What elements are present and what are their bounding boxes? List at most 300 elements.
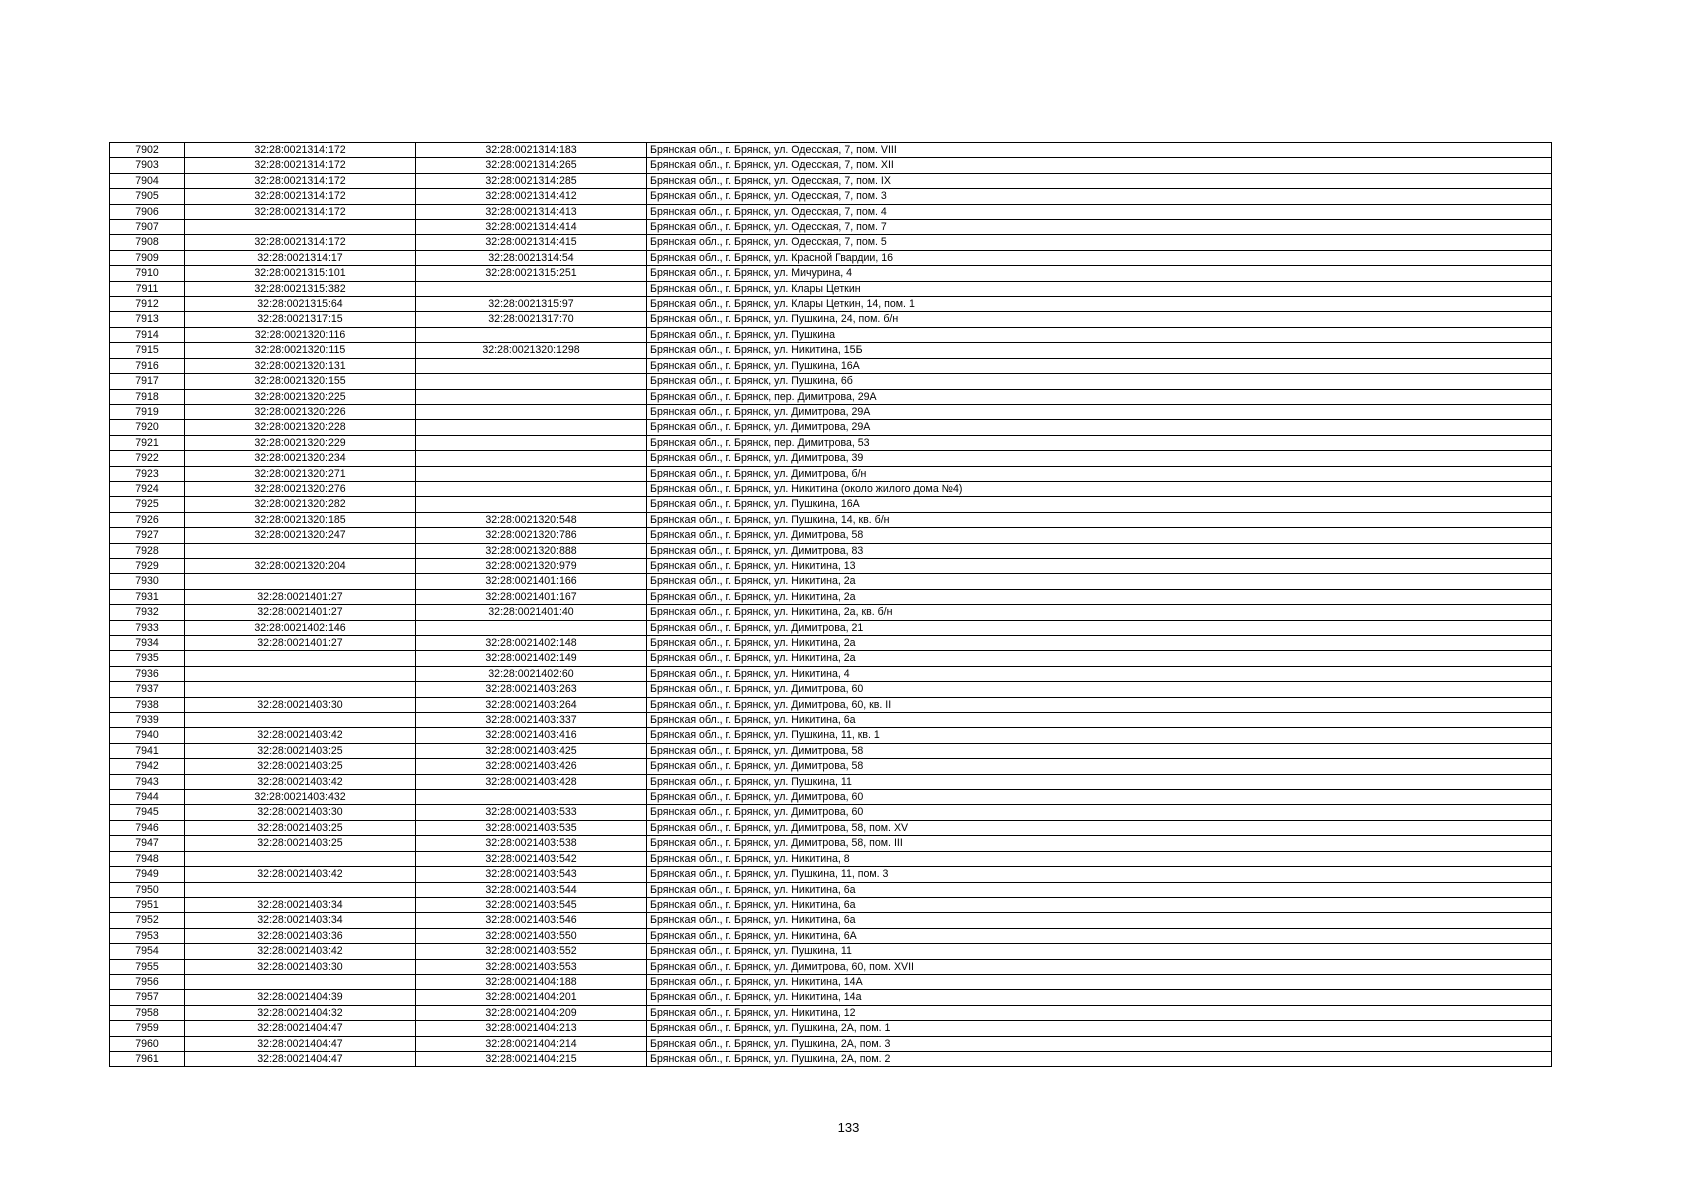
address-cell: Брянская обл., г. Брянск, ул. Одесская, 7, пом. IX — [647, 173, 1552, 188]
row-number-cell: 7934 — [110, 636, 185, 651]
address-cell: Брянская обл., г. Брянск, пер. Димитрова, 29А — [647, 389, 1552, 404]
address-cell: Брянская обл., г. Брянск, ул. Никитина, 13 — [647, 558, 1552, 573]
address-cell: Брянская обл., г. Брянск, ул. Никитина, 6а — [647, 882, 1552, 897]
table-row — [110, 481, 1552, 496]
row-number-cell: 7919 — [110, 404, 185, 419]
address-cell: Брянская обл., г. Брянск, ул. Никитина, 6а — [647, 897, 1552, 912]
object-number-cell: 32:28:0021401:167 — [416, 589, 647, 604]
object-number-cell: 32:28:0021403:545 — [416, 897, 647, 912]
address-cell: Брянская обл., г. Брянск, пер. Димитрова, 53 — [647, 435, 1552, 450]
parcel-number-cell: 32:28:0021320:185 — [185, 512, 416, 527]
address-cell: Брянская обл., г. Брянск, ул. Одесская, 7, пом. 3 — [647, 189, 1552, 204]
address-cell: Брянская обл., г. Брянск, ул. Пушкина, 11, кв. 1 — [647, 728, 1552, 743]
address-cell: Брянская обл., г. Брянск, ул. Никитина, 2а — [647, 589, 1552, 604]
address-cell: Брянская обл., г. Брянск, ул. Димитрова, 58 — [647, 759, 1552, 774]
object-number-cell — [416, 497, 647, 512]
row-number-cell: 7944 — [110, 790, 185, 805]
table-row — [110, 327, 1552, 342]
object-number-cell: 32:28:0021404:215 — [416, 1051, 647, 1066]
row-number-cell: 7902 — [110, 143, 185, 158]
object-number-cell: 32:28:0021314:415 — [416, 235, 647, 250]
table-row — [110, 297, 1552, 312]
address-cell: Брянская обл., г. Брянск, ул. Пушкина, 11 — [647, 774, 1552, 789]
table-row — [110, 204, 1552, 219]
parcel-number-cell: 32:28:0021320:276 — [185, 481, 416, 496]
parcel-number-cell: 32:28:0021320:228 — [185, 420, 416, 435]
parcel-number-cell: 32:28:0021320:229 — [185, 435, 416, 450]
table-row — [110, 574, 1552, 589]
address-cell: Брянская обл., г. Брянск, ул. Димитрова, 60, кв. II — [647, 697, 1552, 712]
object-number-cell: 32:28:0021403:546 — [416, 913, 647, 928]
row-number-cell: 7903 — [110, 158, 185, 173]
table-row — [110, 250, 1552, 265]
parcel-number-cell: 32:28:0021401:27 — [185, 589, 416, 604]
table-row — [110, 266, 1552, 281]
parcel-number-cell: 32:28:0021320:131 — [185, 358, 416, 373]
row-number-cell: 7960 — [110, 1036, 185, 1051]
table-row — [110, 728, 1552, 743]
address-cell: Брянская обл., г. Брянск, ул. Пушкина, 16А — [647, 358, 1552, 373]
object-number-cell — [416, 451, 647, 466]
parcel-number-cell: 32:28:0021403:25 — [185, 820, 416, 835]
row-number-cell: 7912 — [110, 297, 185, 312]
row-number-cell: 7956 — [110, 974, 185, 989]
table-row — [110, 697, 1552, 712]
table-row — [110, 820, 1552, 835]
object-number-cell: 32:28:0021402:148 — [416, 636, 647, 651]
object-number-cell: 32:28:0021404:213 — [416, 1021, 647, 1036]
table-row — [110, 636, 1552, 651]
object-number-cell: 32:28:0021404:214 — [416, 1036, 647, 1051]
table-body — [110, 143, 1552, 1067]
address-cell: Брянская обл., г. Брянск, ул. Никитина, 14А — [647, 974, 1552, 989]
object-number-cell: 32:28:0021403:544 — [416, 882, 647, 897]
parcel-number-cell: 32:28:0021320:155 — [185, 374, 416, 389]
address-cell: Брянская обл., г. Брянск, ул. Красной Гвардии, 16 — [647, 250, 1552, 265]
address-cell: Брянская обл., г. Брянск, ул. Пушкина, 24, пом. б/н — [647, 312, 1552, 327]
address-cell: Брянская обл., г. Брянск, ул. Димитрова, 29А — [647, 404, 1552, 419]
object-number-cell: 32:28:0021320:1298 — [416, 343, 647, 358]
row-number-cell: 7926 — [110, 512, 185, 527]
parcel-number-cell — [185, 574, 416, 589]
row-number-cell: 7961 — [110, 1051, 185, 1066]
address-cell: Брянская обл., г. Брянск, ул. Димитрова, 83 — [647, 543, 1552, 558]
table-row — [110, 281, 1552, 296]
parcel-number-cell: 32:28:0021403:34 — [185, 913, 416, 928]
table-row — [110, 173, 1552, 188]
registry-table — [109, 142, 1552, 1067]
row-number-cell: 7905 — [110, 189, 185, 204]
table-row — [110, 158, 1552, 173]
table-row — [110, 851, 1552, 866]
parcel-number-cell — [185, 882, 416, 897]
parcel-number-cell: 32:28:0021320:226 — [185, 404, 416, 419]
table-row — [110, 743, 1552, 758]
address-cell: Брянская обл., г. Брянск, ул. Одесская, 7, пом. XII — [647, 158, 1552, 173]
table-row — [110, 512, 1552, 527]
parcel-number-cell: 32:28:0021403:432 — [185, 790, 416, 805]
object-number-cell — [416, 466, 647, 481]
address-cell: Брянская обл., г. Брянск, ул. Никитина, 2а — [647, 574, 1552, 589]
object-number-cell: 32:28:0021320:888 — [416, 543, 647, 558]
row-number-cell: 7943 — [110, 774, 185, 789]
address-cell: Брянская обл., г. Брянск, ул. Пушкина, 11, пом. 3 — [647, 867, 1552, 882]
address-cell: Брянская обл., г. Брянск, ул. Пушкина, 2А, пом. 2 — [647, 1051, 1552, 1066]
object-number-cell: 32:28:0021403:337 — [416, 713, 647, 728]
parcel-number-cell — [185, 666, 416, 681]
address-cell: Брянская обл., г. Брянск, ул. Димитрова, 60 — [647, 682, 1552, 697]
object-number-cell: 32:28:0021314:412 — [416, 189, 647, 204]
address-cell: Брянская обл., г. Брянск, ул. Димитрова, 60 — [647, 790, 1552, 805]
parcel-number-cell: 32:28:0021315:382 — [185, 281, 416, 296]
row-number-cell: 7925 — [110, 497, 185, 512]
object-number-cell — [416, 358, 647, 373]
row-number-cell: 7950 — [110, 882, 185, 897]
table-row — [110, 497, 1552, 512]
row-number-cell: 7937 — [110, 682, 185, 697]
parcel-number-cell: 32:28:0021320:225 — [185, 389, 416, 404]
parcel-number-cell: 32:28:0021403:42 — [185, 867, 416, 882]
row-number-cell: 7930 — [110, 574, 185, 589]
address-cell: Брянская обл., г. Брянск, ул. Димитрова, 58 — [647, 743, 1552, 758]
address-cell: Брянская обл., г. Брянск, ул. Димитрова, 39 — [647, 451, 1552, 466]
address-cell: Брянская обл., г. Брянск, ул. Никитина, 8 — [647, 851, 1552, 866]
table-row — [110, 944, 1552, 959]
object-number-cell: 32:28:0021403:542 — [416, 851, 647, 866]
object-number-cell: 32:28:0021403:538 — [416, 836, 647, 851]
table-row — [110, 404, 1552, 419]
address-cell: Брянская обл., г. Брянск, ул. Одесская, 7, пом. VIII — [647, 143, 1552, 158]
object-number-cell — [416, 281, 647, 296]
table-row — [110, 543, 1552, 558]
row-number-cell: 7927 — [110, 528, 185, 543]
row-number-cell: 7941 — [110, 743, 185, 758]
table-row — [110, 389, 1552, 404]
parcel-number-cell: 32:28:0021315:101 — [185, 266, 416, 281]
table-row — [110, 589, 1552, 604]
row-number-cell: 7953 — [110, 928, 185, 943]
table-row — [110, 1005, 1552, 1020]
table-row — [110, 189, 1552, 204]
row-number-cell: 7949 — [110, 867, 185, 882]
address-cell: Брянская обл., г. Брянск, ул. Никитина, 15Б — [647, 343, 1552, 358]
object-number-cell — [416, 435, 647, 450]
object-number-cell: 32:28:0021402:60 — [416, 666, 647, 681]
parcel-number-cell: 32:28:0021314:172 — [185, 189, 416, 204]
address-cell: Брянская обл., г. Брянск, ул. Димитрова, 60 — [647, 805, 1552, 820]
row-number-cell: 7922 — [110, 451, 185, 466]
parcel-number-cell: 32:28:0021404:47 — [185, 1051, 416, 1066]
object-number-cell: 32:28:0021314:414 — [416, 220, 647, 235]
parcel-number-cell: 32:28:0021403:42 — [185, 774, 416, 789]
table-row — [110, 220, 1552, 235]
row-number-cell: 7915 — [110, 343, 185, 358]
object-number-cell: 32:28:0021314:265 — [416, 158, 647, 173]
object-number-cell: 32:28:0021314:183 — [416, 143, 647, 158]
table-row — [110, 235, 1552, 250]
parcel-number-cell: 32:28:0021403:25 — [185, 836, 416, 851]
address-cell: Брянская обл., г. Брянск, ул. Пушкина, 2А, пом. 1 — [647, 1021, 1552, 1036]
parcel-number-cell: 32:28:0021320:282 — [185, 497, 416, 512]
table-row — [110, 1021, 1552, 1036]
row-number-cell: 7904 — [110, 173, 185, 188]
address-cell: Брянская обл., г. Брянск, ул. Пушкина, 2А, пом. 3 — [647, 1036, 1552, 1051]
object-number-cell — [416, 374, 647, 389]
table-row — [110, 312, 1552, 327]
object-number-cell: 32:28:0021403:552 — [416, 944, 647, 959]
address-cell: Брянская обл., г. Брянск, ул. Никитина, 6а — [647, 913, 1552, 928]
page-number: 133 — [837, 1120, 860, 1135]
row-number-cell: 7936 — [110, 666, 185, 681]
object-number-cell: 32:28:0021317:70 — [416, 312, 647, 327]
table-row — [110, 897, 1552, 912]
parcel-number-cell: 32:28:0021314:172 — [185, 235, 416, 250]
table-row — [110, 466, 1552, 481]
table-row — [110, 528, 1552, 543]
object-number-cell: 32:28:0021403:550 — [416, 928, 647, 943]
table-row — [110, 343, 1552, 358]
table-row — [110, 620, 1552, 635]
row-number-cell: 7940 — [110, 728, 185, 743]
parcel-number-cell: 32:28:0021403:30 — [185, 697, 416, 712]
address-cell: Брянская обл., г. Брянск, ул. Никитина, 4 — [647, 666, 1552, 681]
table-row — [110, 928, 1552, 943]
object-number-cell: 32:28:0021404:209 — [416, 1005, 647, 1020]
row-number-cell: 7909 — [110, 250, 185, 265]
object-number-cell: 32:28:0021403:426 — [416, 759, 647, 774]
row-number-cell: 7911 — [110, 281, 185, 296]
address-cell: Брянская обл., г. Брянск, ул. Никитина, 12 — [647, 1005, 1552, 1020]
table-row — [110, 682, 1552, 697]
object-number-cell: 32:28:0021403:263 — [416, 682, 647, 697]
object-number-cell: 32:28:0021403:428 — [416, 774, 647, 789]
address-cell: Брянская обл., г. Брянск, ул. Клары Цеткин, 14, пом. 1 — [647, 297, 1552, 312]
object-number-cell: 32:28:0021403:535 — [416, 820, 647, 835]
parcel-number-cell: 32:28:0021320:116 — [185, 327, 416, 342]
parcel-number-cell: 32:28:0021403:34 — [185, 897, 416, 912]
row-number-cell: 7947 — [110, 836, 185, 851]
parcel-number-cell: 32:28:0021315:64 — [185, 297, 416, 312]
object-number-cell: 32:28:0021314:285 — [416, 173, 647, 188]
object-number-cell: 32:28:0021320:786 — [416, 528, 647, 543]
address-cell: Брянская обл., г. Брянск, ул. Пушкина — [647, 327, 1552, 342]
row-number-cell: 7917 — [110, 374, 185, 389]
parcel-number-cell: 32:28:0021403:25 — [185, 743, 416, 758]
parcel-number-cell — [185, 974, 416, 989]
address-cell: Брянская обл., г. Брянск, ул. Никитина (около жилого дома №4) — [647, 481, 1552, 496]
parcel-number-cell: 32:28:0021314:172 — [185, 204, 416, 219]
address-cell: Брянская обл., г. Брянск, ул. Одесская, 7, пом. 7 — [647, 220, 1552, 235]
object-number-cell — [416, 420, 647, 435]
parcel-number-cell: 32:28:0021401:27 — [185, 605, 416, 620]
address-cell: Брянская обл., г. Брянск, ул. Никитина, 2а — [647, 636, 1552, 651]
address-cell: Брянская обл., г. Брянск, ул. Пушкина, 16А — [647, 497, 1552, 512]
row-number-cell: 7906 — [110, 204, 185, 219]
object-number-cell — [416, 620, 647, 635]
object-number-cell: 32:28:0021404:188 — [416, 974, 647, 989]
table-row — [110, 913, 1552, 928]
address-cell: Брянская обл., г. Брянск, ул. Никитина, 6А — [647, 928, 1552, 943]
object-number-cell: 32:28:0021315:97 — [416, 297, 647, 312]
row-number-cell: 7928 — [110, 543, 185, 558]
table-row — [110, 435, 1552, 450]
parcel-number-cell: 32:28:0021404:39 — [185, 990, 416, 1005]
parcel-number-cell: 32:28:0021314:172 — [185, 143, 416, 158]
row-number-cell: 7918 — [110, 389, 185, 404]
parcel-number-cell: 32:28:0021403:36 — [185, 928, 416, 943]
row-number-cell: 7910 — [110, 266, 185, 281]
parcel-number-cell: 32:28:0021404:47 — [185, 1021, 416, 1036]
object-number-cell — [416, 327, 647, 342]
table-row — [110, 558, 1552, 573]
address-cell: Брянская обл., г. Брянск, ул. Пушкина, 14, кв. б/н — [647, 512, 1552, 527]
parcel-number-cell: 32:28:0021320:234 — [185, 451, 416, 466]
table-row — [110, 774, 1552, 789]
address-cell: Брянская обл., г. Брянск, ул. Никитина, 6а — [647, 713, 1552, 728]
object-number-cell — [416, 389, 647, 404]
parcel-number-cell: 32:28:0021320:271 — [185, 466, 416, 481]
object-number-cell: 32:28:0021401:40 — [416, 605, 647, 620]
parcel-number-cell: 32:28:0021317:15 — [185, 312, 416, 327]
row-number-cell: 7923 — [110, 466, 185, 481]
table-row — [110, 959, 1552, 974]
address-cell: Брянская обл., г. Брянск, ул. Димитрова, 21 — [647, 620, 1552, 635]
address-cell: Брянская обл., г. Брянск, ул. Димитрова, б/н — [647, 466, 1552, 481]
table-row — [110, 990, 1552, 1005]
row-number-cell: 7920 — [110, 420, 185, 435]
table-row — [110, 759, 1552, 774]
address-cell: Брянская обл., г. Брянск, ул. Димитрова, 58, пом. XV — [647, 820, 1552, 835]
parcel-number-cell — [185, 220, 416, 235]
table-row — [110, 605, 1552, 620]
parcel-number-cell — [185, 682, 416, 697]
object-number-cell — [416, 404, 647, 419]
table-row — [110, 790, 1552, 805]
parcel-number-cell: 32:28:0021403:42 — [185, 944, 416, 959]
row-number-cell: 7913 — [110, 312, 185, 327]
row-number-cell: 7929 — [110, 558, 185, 573]
address-cell: Брянская обл., г. Брянск, ул. Никитина, 2а — [647, 651, 1552, 666]
row-number-cell: 7945 — [110, 805, 185, 820]
address-cell: Брянская обл., г. Брянск, ул. Димитрова, 58, пом. III — [647, 836, 1552, 851]
row-number-cell: 7921 — [110, 435, 185, 450]
object-number-cell — [416, 481, 647, 496]
parcel-number-cell: 32:28:0021320:247 — [185, 528, 416, 543]
parcel-number-cell: 32:28:0021403:42 — [185, 728, 416, 743]
object-number-cell: 32:28:0021320:979 — [416, 558, 647, 573]
parcel-number-cell: 32:28:0021320:204 — [185, 558, 416, 573]
address-cell: Брянская обл., г. Брянск, ул. Димитрова, 58 — [647, 528, 1552, 543]
address-cell: Брянская обл., г. Брянск, ул. Никитина, 2а, кв. б/н — [647, 605, 1552, 620]
parcel-number-cell: 32:28:0021314:172 — [185, 173, 416, 188]
object-number-cell: 32:28:0021404:201 — [416, 990, 647, 1005]
row-number-cell: 7942 — [110, 759, 185, 774]
object-number-cell: 32:28:0021403:425 — [416, 743, 647, 758]
table-row — [110, 451, 1552, 466]
address-cell: Брянская обл., г. Брянск, ул. Одесская, 7, пом. 4 — [647, 204, 1552, 219]
row-number-cell: 7935 — [110, 651, 185, 666]
row-number-cell: 7907 — [110, 220, 185, 235]
row-number-cell: 7939 — [110, 713, 185, 728]
row-number-cell: 7916 — [110, 358, 185, 373]
row-number-cell: 7952 — [110, 913, 185, 928]
object-number-cell: 32:28:0021403:264 — [416, 697, 647, 712]
row-number-cell: 7931 — [110, 589, 185, 604]
address-cell: Брянская обл., г. Брянск, ул. Димитрова, 29А — [647, 420, 1552, 435]
table-row — [110, 420, 1552, 435]
address-cell: Брянская обл., г. Брянск, ул. Одесская, 7, пом. 5 — [647, 235, 1552, 250]
table-row — [110, 374, 1552, 389]
parcel-number-cell: 32:28:0021401:27 — [185, 636, 416, 651]
row-number-cell: 7933 — [110, 620, 185, 635]
row-number-cell: 7914 — [110, 327, 185, 342]
parcel-number-cell: 32:28:0021314:17 — [185, 250, 416, 265]
object-number-cell: 32:28:0021314:54 — [416, 250, 647, 265]
parcel-number-cell — [185, 713, 416, 728]
address-cell: Брянская обл., г. Брянск, ул. Никитина, 14а — [647, 990, 1552, 1005]
parcel-number-cell: 32:28:0021320:115 — [185, 343, 416, 358]
row-number-cell: 7957 — [110, 990, 185, 1005]
object-number-cell: 32:28:0021403:533 — [416, 805, 647, 820]
row-number-cell: 7946 — [110, 820, 185, 835]
table-row — [110, 666, 1552, 681]
address-cell: Брянская обл., г. Брянск, ул. Пушкина, 6б — [647, 374, 1552, 389]
address-cell: Брянская обл., г. Брянск, ул. Клары Цеткин — [647, 281, 1552, 296]
object-number-cell: 32:28:0021402:149 — [416, 651, 647, 666]
object-number-cell: 32:28:0021403:543 — [416, 867, 647, 882]
row-number-cell: 7955 — [110, 959, 185, 974]
parcel-number-cell: 32:28:0021403:25 — [185, 759, 416, 774]
row-number-cell: 7932 — [110, 605, 185, 620]
object-number-cell: 32:28:0021403:553 — [416, 959, 647, 974]
address-cell: Брянская обл., г. Брянск, ул. Мичурина, 4 — [647, 266, 1552, 281]
parcel-number-cell: 32:28:0021403:30 — [185, 805, 416, 820]
row-number-cell: 7924 — [110, 481, 185, 496]
row-number-cell: 7948 — [110, 851, 185, 866]
table-row — [110, 143, 1552, 158]
parcel-number-cell: 32:28:0021402:146 — [185, 620, 416, 635]
table-row — [110, 974, 1552, 989]
row-number-cell: 7938 — [110, 697, 185, 712]
row-number-cell: 7954 — [110, 944, 185, 959]
object-number-cell: 32:28:0021314:413 — [416, 204, 647, 219]
address-cell: Брянская обл., г. Брянск, ул. Димитрова, 60, пом. XVII — [647, 959, 1552, 974]
parcel-number-cell: 32:28:0021404:47 — [185, 1036, 416, 1051]
table-row — [110, 1051, 1552, 1066]
address-cell: Брянская обл., г. Брянск, ул. Пушкина, 11 — [647, 944, 1552, 959]
row-number-cell: 7959 — [110, 1021, 185, 1036]
table-row — [110, 651, 1552, 666]
table-row — [110, 867, 1552, 882]
parcel-number-cell — [185, 851, 416, 866]
parcel-number-cell — [185, 543, 416, 558]
table-row — [110, 882, 1552, 897]
parcel-number-cell: 32:28:0021404:32 — [185, 1005, 416, 1020]
object-number-cell: 32:28:0021320:548 — [416, 512, 647, 527]
table-row — [110, 836, 1552, 851]
object-number-cell: 32:28:0021315:251 — [416, 266, 647, 281]
object-number-cell: 32:28:0021401:166 — [416, 574, 647, 589]
row-number-cell: 7951 — [110, 897, 185, 912]
table-row — [110, 713, 1552, 728]
parcel-number-cell: 32:28:0021314:172 — [185, 158, 416, 173]
table-row — [110, 1036, 1552, 1051]
object-number-cell — [416, 790, 647, 805]
row-number-cell: 7958 — [110, 1005, 185, 1020]
parcel-number-cell — [185, 651, 416, 666]
object-number-cell: 32:28:0021403:416 — [416, 728, 647, 743]
table-row — [110, 358, 1552, 373]
